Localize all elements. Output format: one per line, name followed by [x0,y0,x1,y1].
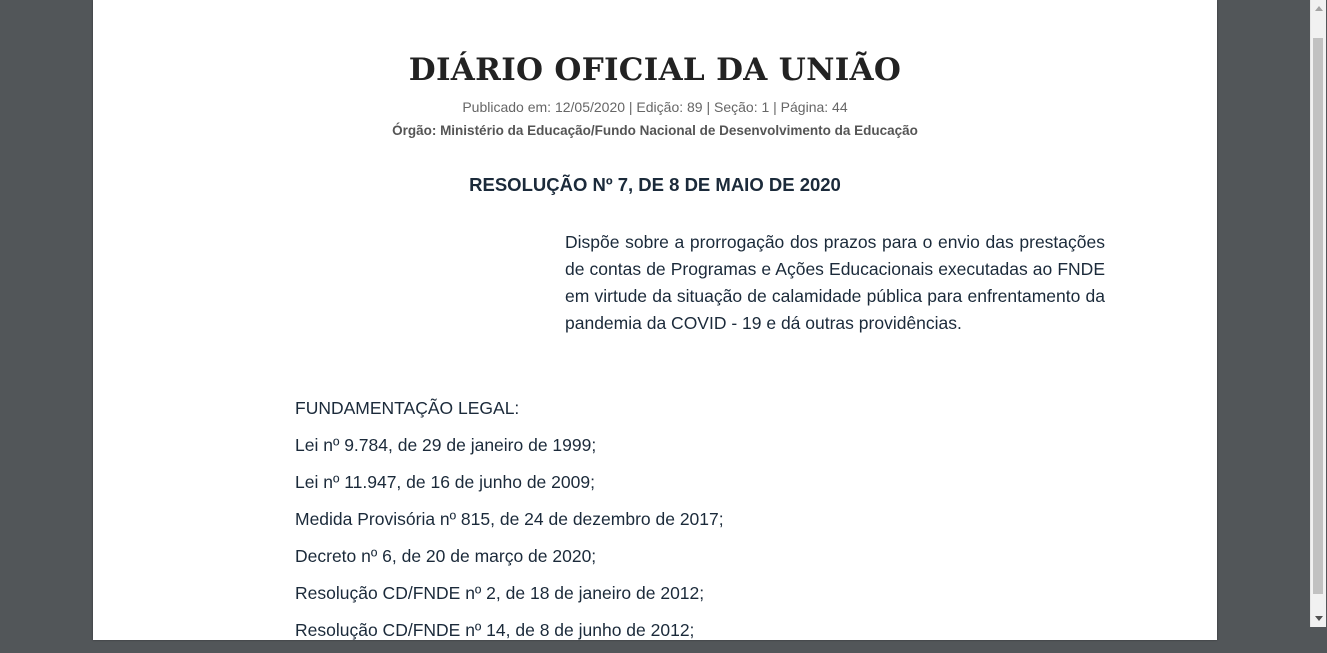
gazette-title: DIÁRIO OFICIAL DA UNIÃO [408,52,902,88]
body-paragraph: Resolução CD/FNDE nº 2, de 18 de janeiro de 2012; [295,583,705,603]
body-paragraph: Resolução CD/FNDE nº 14, de 8 de junho de 2012; [295,620,695,640]
scroll-down-button[interactable] [1311,610,1327,627]
organ-info: Órgão: Ministério da Educação/Fundo Nacional de Desenvolvimento da Educação [392,123,918,138]
body-paragraph: Lei nº 11.947, de 16 de junho de 2009; [295,472,595,492]
chevron-down-icon [1315,616,1323,621]
chevron-up-icon [1315,6,1323,11]
vertical-scrollbar[interactable] [1310,0,1326,627]
body-paragraph: Medida Provisória nº 815, de 24 de dezembro de 2017; [295,509,724,529]
body-paragraph: FUNDAMENTAÇÃO LEGAL: [295,398,520,418]
ementa-text: Dispõe sobre a prorrogação dos prazos para o envio das prestações de contas de Programas e Ações Educacionais executadas ao FNDE em virtude da situação de calamidade pública para enfrentamento da pandemia da COVID - 19 e dá outras providências. [565,232,1105,333]
publication-info: Publicado em: 12/05/2020 | Edição: 89 | Seção: 1 | Página: 44 [462,99,848,115]
scroll-up-button[interactable] [1311,0,1327,17]
document-page [93,0,1217,640]
body-paragraph: Decreto nº 6, de 20 de março de 2020; [295,546,597,566]
scroll-thumb[interactable] [1313,38,1323,594]
body-paragraph: Lei nº 9.784, de 29 de janeiro de 1999; [295,435,597,455]
resolution-title: RESOLUÇÃO Nº 7, DE 8 DE MAIO DE 2020 [469,174,841,195]
document-body [295,394,1115,653]
